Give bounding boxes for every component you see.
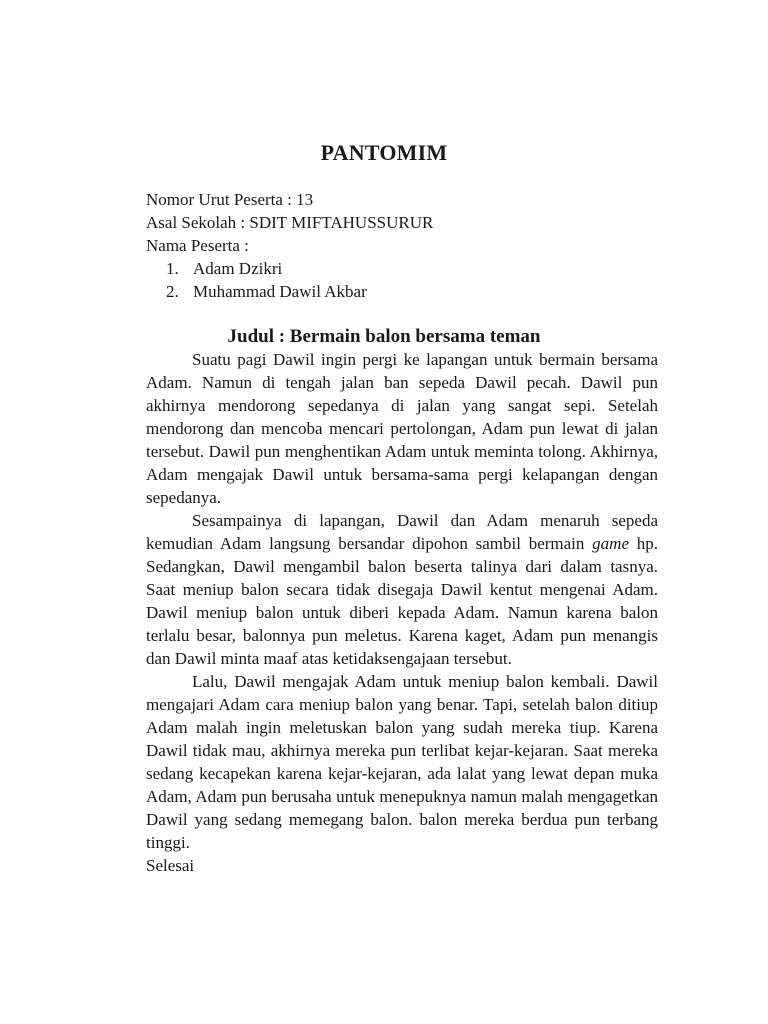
list-item-number: 2. bbox=[166, 282, 179, 301]
paragraph bbox=[146, 509, 658, 670]
closing-text: Selesai bbox=[146, 856, 195, 875]
list-item-name: Muhammad Dawil Akbar bbox=[193, 282, 367, 301]
paragraph-text: hp. Sedangkan, Dawil mengambil balon beserta talinya dari dalam tasnya. Saat meniup balon secara tidak disegaja Dawil kentut mengenai Adam. Dawil meniup balon untuk diberi kepada Adam. Namun karena balon terlalu besar, balonnya pun meletus. Karena kaget, Adam pun menangis dan Dawil minta maaf atas ketidaksengajaan tersebut. bbox=[146, 534, 659, 668]
participant-list bbox=[146, 257, 666, 303]
paragraph: Suatu pagi Dawil ingin pergi ke lapangan untuk bermain bersama Adam. Namun di tengah jalan ban sepeda Dawil pecah. Dawil pun akhirnya mendorong sepedanya di jalan yang sangat sepi. Setelah mendorong dan mencoba mencari pertolongan, Adam pun lewat di jalan tersebut. Dawil pun menghentikan Adam untuk meminta tolong. Akhirnya, Adam mengajak Dawil untuk bersama-sama pergi kelapangan dengan sepedanya. bbox=[146, 350, 658, 507]
school-name: Asal Sekolah : SDIT MIFTAHUSSURUR bbox=[146, 213, 434, 232]
paragraph: Lalu, Dawil mengajak Adam untuk meniup balon kembali. Dawil mengajari Adam cara meniup balon yang benar. Tapi, setelah balon ditiup Adam malah ingin meletuskan balon yang sudah mereka tiup. Karena Dawil tidak mau, akhirnya mereka pun terlibat kejar-kejaran. Saat mereka sedang kecapekan karena kejar-kejaran, ada lalat yang lewat depan muka Adam, Adam pun berusaha untuk menepuknya namun malah mengagetkan Dawil yang sedang memegang balon. balon mereka berdua pun terbang tinggi. bbox=[146, 672, 658, 852]
story-body bbox=[146, 348, 658, 877]
document-title: PANTOMIM bbox=[320, 140, 448, 165]
list-item bbox=[166, 257, 666, 280]
participants-label: Nama Peserta : bbox=[146, 236, 249, 255]
participant-number: Nomor Urut Peserta : 13 bbox=[146, 190, 314, 209]
italic-word: game bbox=[592, 534, 629, 553]
participant-info bbox=[146, 188, 666, 303]
paragraph-text: Sesampainya di lapangan, Dawil dan Adam menaruh sepeda kemudian Adam langsung bersandar dipohon sambil bermain bbox=[146, 511, 658, 553]
list-item-name: Adam Dzikri bbox=[193, 259, 283, 278]
story-title: Judul : Bermain balon bersama teman bbox=[227, 326, 541, 347]
list-item bbox=[166, 280, 666, 303]
list-item-number: 1. bbox=[166, 259, 179, 278]
